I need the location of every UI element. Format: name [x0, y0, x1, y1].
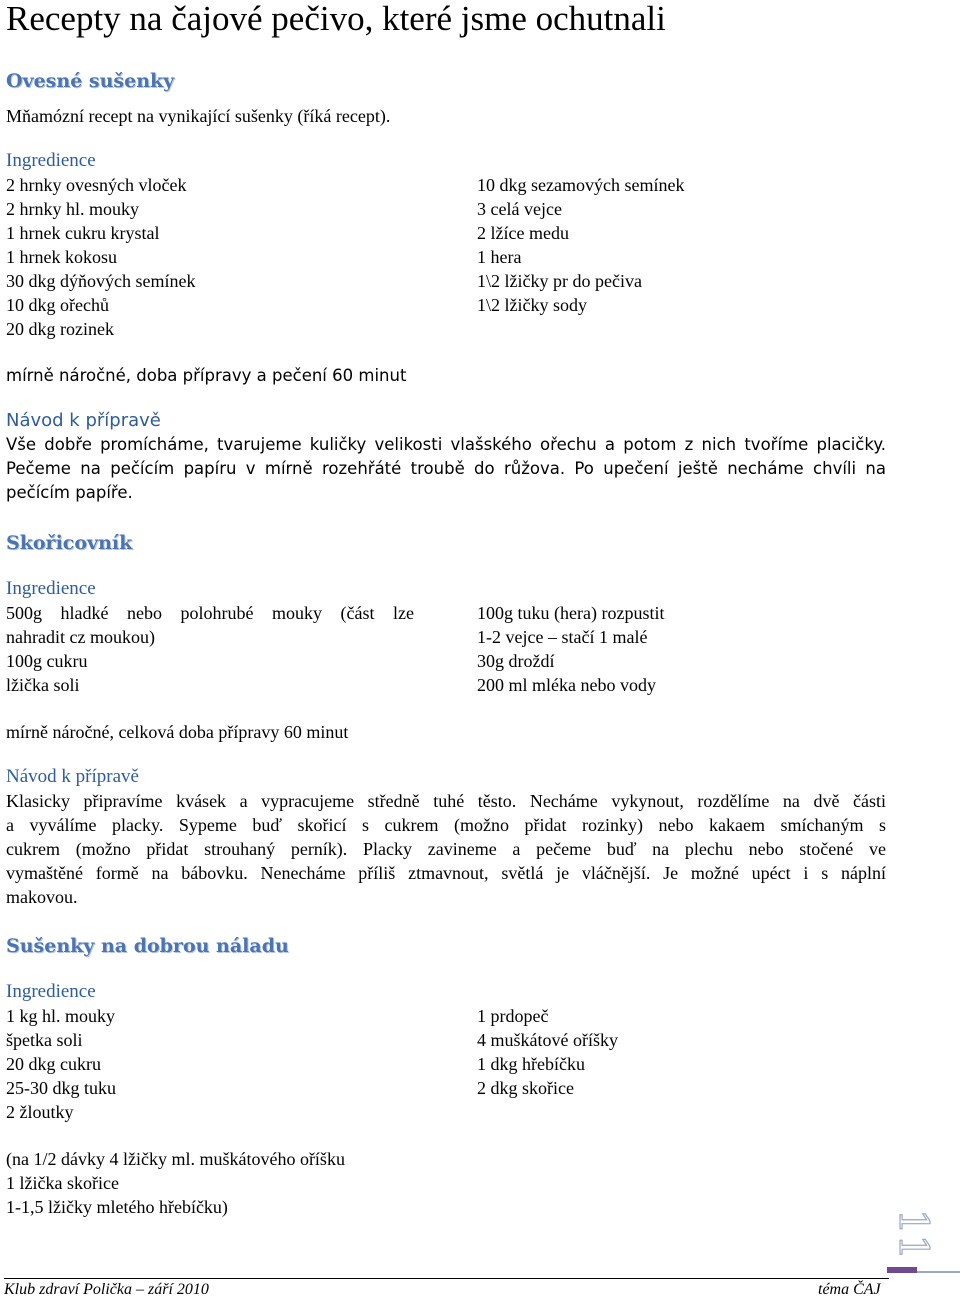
list-item: 1 hera [477, 247, 522, 267]
list-item: 200 ml mléka nebo vody [477, 675, 656, 695]
footer-left-text: Klub zdraví Polička – září 2010 [4, 1281, 209, 1298]
list-item: 10 dkg sezamových semínek [477, 175, 685, 195]
footer-right-text: téma ČAJ [818, 1281, 881, 1298]
list-item: 25-30 dkg tuku [6, 1078, 116, 1098]
ingredients-heading: Ingredience [6, 150, 96, 171]
page-title: Recepty na čajové pečivo, které jsme ochutnali [6, 0, 666, 38]
list-item: 1 hrnek cukru krystal [6, 223, 160, 243]
page-number-accent-bar [887, 1267, 917, 1273]
list-item: 20 dkg cukru [6, 1054, 101, 1074]
method-paragraph [6, 789, 886, 909]
list-item: 2 hrnky ovesných vloček [6, 175, 187, 195]
method-line: pečícím papíře. [6, 483, 133, 502]
list-item: 30 dkg dýňových semínek [6, 271, 196, 291]
page-number: 11 [890, 1209, 936, 1260]
list-item: lžička soli [6, 675, 80, 695]
method-line: Klasicky připravíme kvásek a vypracujeme středně tuhé těsto. Necháme vykynout, rozdělíme na dvě části [6, 791, 886, 811]
list-item: (na 1/2 dávky 4 lžičky ml. muškátového oříšku [6, 1149, 345, 1169]
ingredients-list-right [477, 1004, 618, 1100]
difficulty-text: mírně náročné, celková doba přípravy 60 minut [6, 722, 349, 742]
ingredients-list-right [477, 601, 664, 697]
ingredients-list-left [6, 173, 195, 341]
list-item: 1 kg hl. mouky [6, 1006, 116, 1026]
list-item: 100g cukru [6, 651, 88, 671]
list-item: 1\2 lžičky pr do pečiva [477, 271, 642, 291]
list-item: 500g hladké nebo polohrubé mouky (část lze [6, 603, 414, 623]
footer-divider [4, 1278, 889, 1279]
method-line: a vyválíme placky. Sypeme buď skořicí s cukrem (možno přidat rozinky) nebo kakaem smíchaným s [6, 815, 886, 835]
list-item: 2 dkg skořice [477, 1078, 574, 1098]
method-line: cukrem (možno přidat strouhaný perník). Placky zavineme a pečeme buď na plechu nebo stočené ve [6, 839, 886, 859]
list-item: 2 hrnky hl. mouky [6, 199, 139, 219]
list-item: špetka soli [6, 1030, 83, 1050]
method-line: makovou. [6, 887, 78, 907]
method-heading: Návod k přípravě [6, 766, 139, 787]
list-item: 1 lžička skořice [6, 1173, 119, 1193]
list-item: 100g tuku (hera) rozpustit [477, 603, 665, 623]
list-item: 1 dkg hřebíčku [477, 1054, 585, 1074]
list-item: 1 prdopeč [477, 1006, 549, 1026]
recipe-intro: Mňamózní recept na vynikající sušenky (říká recept). [6, 106, 391, 126]
page-number-accent-line [917, 1271, 960, 1273]
method-line: vymaštěné formě na bábovku. Nenecháme příliš ztmavnout, světlá je vláčnější. Je možné upéct i s náplní [6, 863, 886, 883]
list-item: nahradit cz moukou) [6, 627, 155, 647]
list-item: 1 hrnek kokosu [6, 247, 117, 267]
method-line: Vše dobře promícháme, tvarujeme kuličky velikosti vlašského ořechu a potom z nich tvoříme placičky. [6, 435, 886, 454]
ingredients-heading: Ingredience [6, 981, 96, 1002]
recipe-title-ovesne-susenky: Ovesné sušenky [6, 70, 175, 92]
ingredients-heading: Ingredience [6, 578, 96, 599]
ingredients-list-left [6, 1004, 116, 1124]
list-item: 2 žloutky [6, 1102, 74, 1122]
ingredients-list-right [477, 173, 684, 317]
recipe-title-skoricovnik: Skořicovník [6, 532, 133, 554]
list-item: 10 dkg ořechů [6, 295, 109, 315]
method-heading: Návod k přípravě [6, 410, 161, 431]
list-item: 4 muškátové oříšky [477, 1030, 618, 1050]
list-item: 20 dkg rozinek [6, 319, 114, 339]
ingredients-note [6, 1147, 345, 1219]
method-paragraph [6, 433, 886, 505]
ingredients-list-left [6, 601, 414, 697]
list-item: 1-1,5 lžičky mletého hřebíčku) [6, 1197, 228, 1217]
recipe-title-susenky-na-dobrou-naladu: Sušenky na dobrou náladu [6, 935, 289, 957]
list-item: 2 lžíce medu [477, 223, 569, 243]
difficulty-text: mírně náročné, doba přípravy a pečení 60 minut [6, 366, 407, 385]
list-item: 1-2 vejce – stačí 1 malé [477, 627, 648, 647]
method-line: Pečeme na pečícím papíru v mírně rozehřáté troubě do růžova. Po upečení ještě necháme chvíli na [6, 459, 886, 478]
list-item: 3 celá vejce [477, 199, 562, 219]
list-item: 30g droždí [477, 651, 555, 671]
list-item: 1\2 lžičky sody [477, 295, 587, 315]
